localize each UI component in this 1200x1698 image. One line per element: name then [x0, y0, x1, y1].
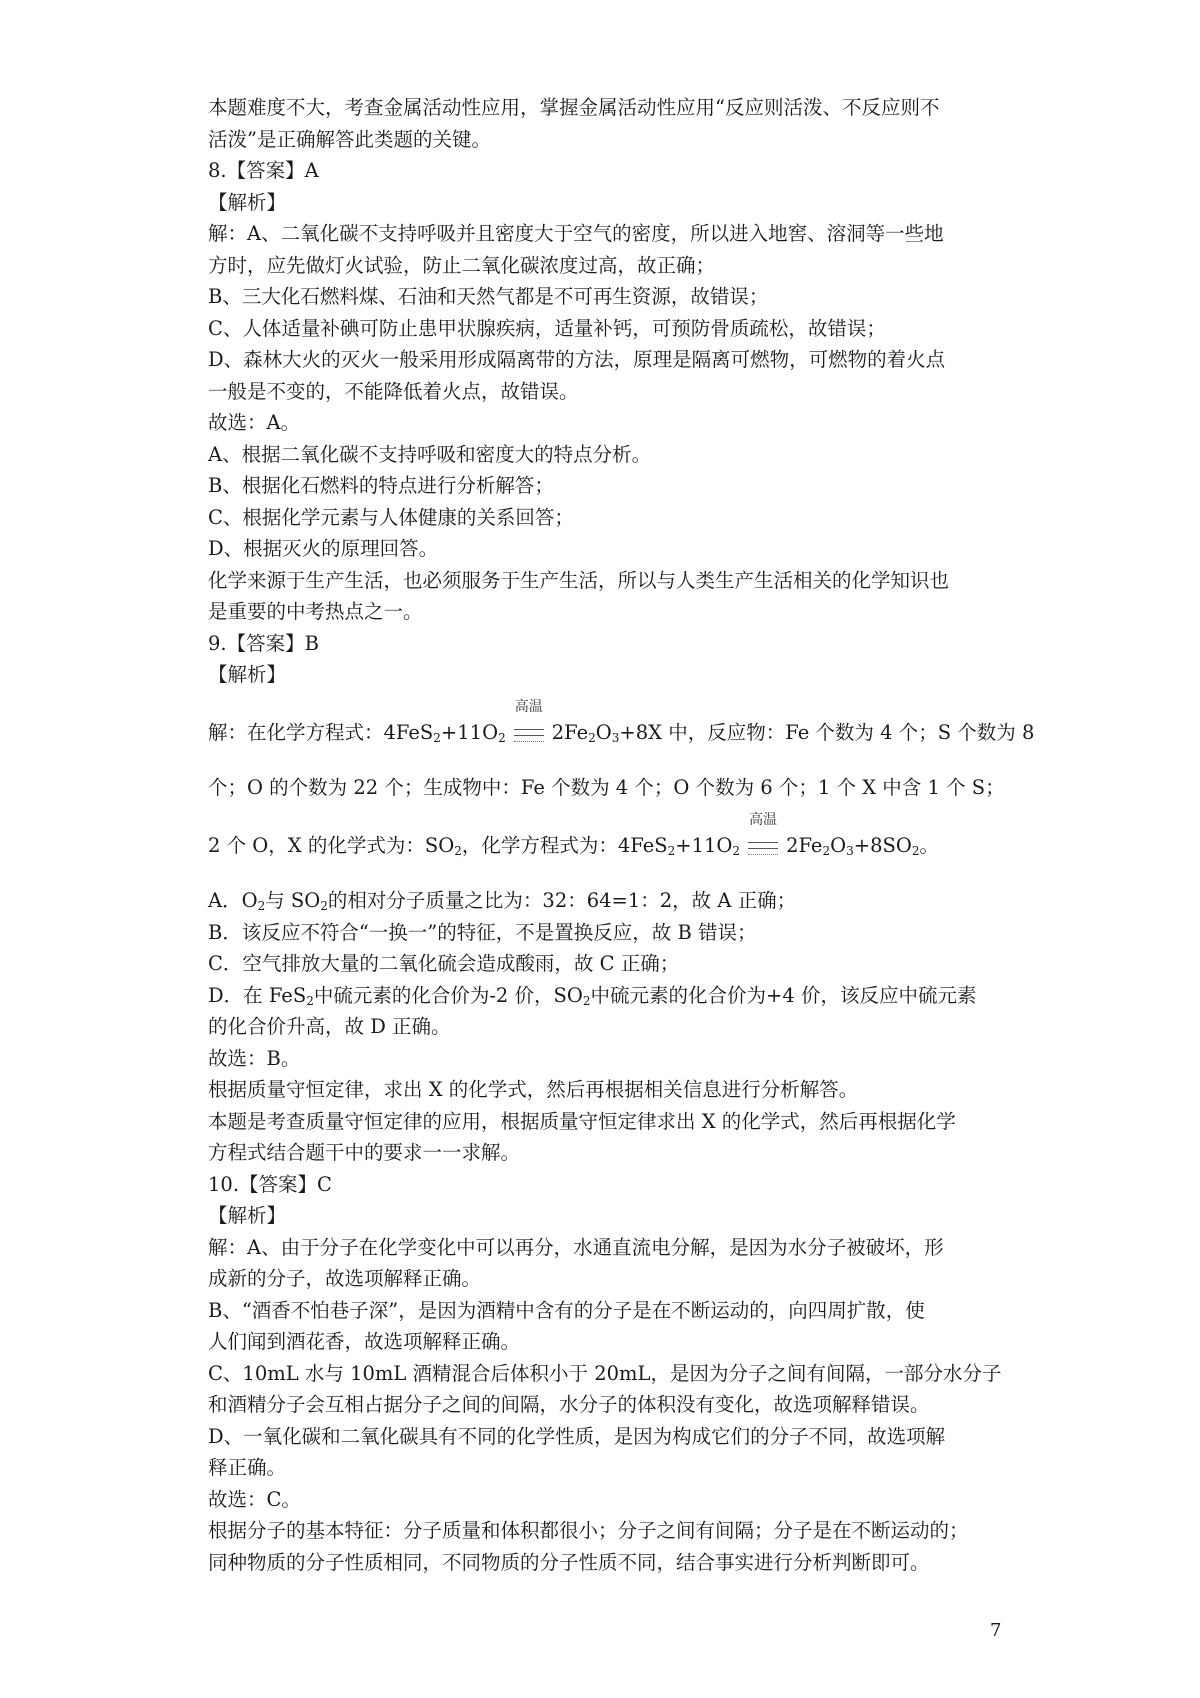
text-line: 解：A、二氧化碳不支持呼吸并且密度大于空气的密度，所以进入地窖、溶洞等一些地	[208, 222, 944, 245]
text-line: 解：A、由于分子在化学变化中可以再分，水通直流电分解，是因为水分子被破坏，形	[208, 1235, 944, 1259]
text-line: 的化合价升高，故 D 正确。	[208, 1015, 451, 1038]
q8-answer: 8.【答案】A	[208, 159, 319, 182]
text-line: D、根据灭火的原理回答。	[208, 537, 439, 560]
text-line: 方程式结合题干中的要求一一求解。	[208, 1141, 521, 1164]
q10-analysis-heading: 【解析】	[208, 1204, 287, 1227]
equation-line-2: 个；O 的个数为 22 个；生成物中：Fe 个数为 4 个；O 个数为 6 个；1 个 X 中含 1 个 S；	[208, 776, 1005, 799]
q9-option-a: A．$O_2$与 $SO_2$的相对分子质量之比为：32：64=1：2，故 A 正确；	[208, 889, 797, 913]
text-line: B、三大化石燃料煤、石油和天然气都是不可再生资源，故错误；	[208, 285, 769, 308]
q9-option-d: D．在 FeS$_2$中硫元素的化合价为-2 价，$SO_2$中硫元素的化合价为+4 价，该反应中硫元素	[208, 983, 977, 1008]
text-line: 成新的分子，故选项解释正确。	[208, 1267, 482, 1290]
text-line: B．该反应不符合“一换一”的特征，不是置换反应，故 B 错误；	[208, 920, 757, 944]
text-line: 方时，应先做灯火试验，防止二氧化碳浓度过高，故正确；	[208, 253, 716, 277]
text-line: D、森林大火的灭火一般采用形成隔离带的方法，原理是隔离可燃物，可燃物的着火点	[208, 348, 946, 371]
q10-body	[208, 1232, 1008, 1579]
text-line: 故选：C。	[208, 1487, 301, 1511]
q10-answer: 10.【答案】C	[208, 1172, 332, 1196]
text-line: C、根据化学元素与人体健康的关系回答；	[208, 505, 574, 529]
text-line: 化学来源于生产生活，也必须服务于生产生活，所以与人类生产生活相关的化学知识也	[208, 568, 950, 592]
text-line: 根据分子的基本特征：分子质量和体积都很小；分子之间有间隔；分子是在不断运动的；	[208, 1519, 969, 1542]
text-line: 人们闻到酒花香，故选项解释正确。	[208, 1330, 521, 1353]
text-line: C、人体适量补碘可防止患甲状腺疾病，适量补钙，可预防骨质疏松，故错误；	[208, 316, 886, 340]
text-line: 是重要的中考热点之一。	[208, 600, 423, 623]
text-line: 和酒精分子会互相占据分子之间的间隔，水分子的体积没有变化，故选项解释错误。	[208, 1393, 930, 1416]
text-line: 根据质量守恒定律，求出 X 的化学式，然后再根据相关信息进行分析解答。	[208, 1078, 859, 1101]
text-line: 释正确。	[208, 1456, 287, 1479]
text-line: B、根据化石燃料的特点进行分析解答；	[208, 474, 554, 497]
text-line: 本题是考查质量守恒定律的应用，根据质量守恒定律求出 X 的化学式，然后再根据化学	[208, 1109, 956, 1133]
q8-analysis-heading: 【解析】	[208, 190, 287, 214]
text-line: 活泼”是正确解答此类题的关键。	[208, 127, 491, 151]
text-line: D、一氧化碳和二氧化碳具有不同的化学性质，是因为构成它们的分子不同，故选项解	[208, 1424, 946, 1448]
text-line: 故选：B。	[208, 1046, 301, 1070]
text-line: 故选：A。	[208, 411, 301, 434]
text-line: C、10mL 水与 10mL 酒精混合后体积小于 20mL，是因为分子之间有间隔，一部分水分子	[208, 1361, 1002, 1385]
text-line: C．空气排放大量的二氧化硫会造成酸雨，故 C 正确；	[208, 952, 680, 975]
text-line: 同种物质的分子性质相同，不同物质的分子性质不同，结合事实进行分析判断即可。	[208, 1550, 930, 1574]
q8-body	[208, 218, 1008, 628]
page-number: 7	[990, 1620, 1002, 1641]
equation-line-1: 解：在化学方程式：$4FeS_2+11O_2$ 高温 $2Fe_2O_3+8X$ 中，反应物：Fe 个数为 4 个；S 个数为 8	[208, 699, 1035, 745]
text-line: A、根据二氧化碳不支持呼吸和密度大的特点分析。	[208, 442, 652, 466]
text-line: 本题难度不大，考查金属活动性应用，掌握金属活动性应用“反应则活泼、不反应则不	[208, 96, 940, 119]
text-line: B、“酒香不怕巷子深”，是因为酒精中含有的分子是在不断运动的，向四周扩散，使	[208, 1298, 925, 1322]
q9-answer: 9.【答案】B	[208, 631, 319, 655]
q9-analysis-heading: 【解析】	[208, 663, 287, 686]
equation-line-3: 2 个 O，X 的化学式为：$SO_2$，化学方程式为：$4FeS_2+11O_2$ 高温 $2Fe_2O_3+8SO_2$。	[208, 812, 940, 858]
reaction-arrow: 高温	[744, 836, 782, 856]
reaction-arrow: 高温	[510, 723, 548, 743]
document-page	[208, 92, 1035, 1578]
text-line: 一般是不变的，不能降低着火点，故错误。	[208, 379, 579, 403]
